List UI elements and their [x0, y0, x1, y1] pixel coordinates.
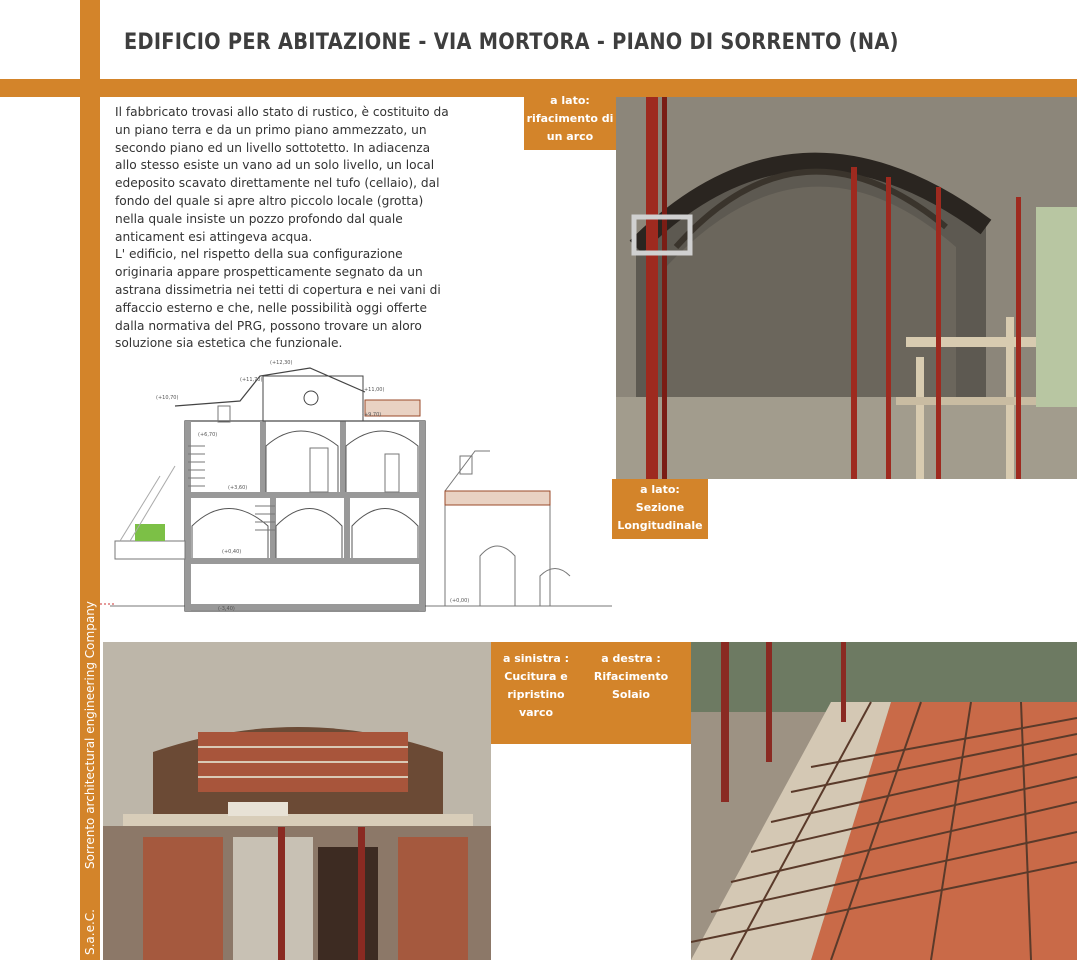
description-paragraph-2: L' edificio, nel rispetto della sua configurazione originaria appare prospetticamente segnato da un astrana dissimetria nei tetti di copertura e nei vani di affaccio esterno e che, nelle possibilità oggi offerte dalla normativa del PRG, possono trovare un aloro soluzione sia estetica che funzionale. — [115, 247, 441, 351]
caption-section-line-1: a lato: — [640, 483, 680, 496]
description-text — [115, 104, 455, 353]
level-label: (+10,70) — [156, 395, 179, 401]
level-label: (+11,00) — [362, 387, 385, 393]
level-label: (+11,70) — [240, 377, 263, 383]
caption-right-line-1: a destra : — [601, 652, 661, 665]
caption-arch-line-3: un arco — [546, 130, 594, 143]
level-label: (+0,00) — [450, 598, 470, 604]
caption-left-line-4: varco — [518, 706, 554, 719]
opening-repair-photo — [103, 642, 491, 960]
sidebar-brand: S.a.e.C. — [83, 909, 97, 955]
caption-left-line-1: a sinistra : — [502, 652, 570, 665]
caption-section-line-2: Sezione — [635, 501, 685, 514]
longitudinal-section-drawing — [100, 356, 616, 620]
caption-left-line-3: ripristino — [507, 688, 565, 701]
caption-section-line-3: Longitudinale — [617, 519, 703, 532]
level-label: (+9,70) — [362, 412, 382, 418]
caption-arch — [524, 90, 616, 150]
level-label: (-3,40) — [218, 606, 235, 612]
slab-reinforcement-photo — [691, 642, 1077, 960]
caption-section — [612, 479, 708, 539]
arch-reconstruction-photo — [616, 97, 1077, 479]
caption-arch-line-1: a lato: — [550, 94, 590, 107]
caption-block-bottom — [491, 642, 691, 744]
level-label: (+12,30) — [270, 360, 293, 366]
level-label: (+0,40) — [222, 549, 242, 555]
caption-right-line-3: Solaio — [611, 688, 650, 701]
caption-right — [583, 650, 679, 704]
level-label: (+3,60) — [228, 485, 248, 491]
caption-left — [491, 650, 581, 722]
description-paragraph-1: Il fabbricato trovasi allo stato di rustico, è costituito da un piano terra e da un primo piano ammezzato, un secondo piano ed un livello sottotetto. In adiacenza allo stesso esiste un vano ad un solo livello, un local edeposito scavato direttamente nel tufo (cellaio), dal fondo del quale si apre altro piccolo locale (grotta) nella quale insiste un pozzo profondo dal quale anticament esi attingeva acqua. — [115, 105, 449, 244]
caption-left-line-2: Cucitura e — [504, 670, 568, 683]
sidebar-company: Sorrento architectural engineering Company — [83, 601, 97, 869]
page-title: EDIFICIO PER ABITAZIONE - VIA MORTORA - PIANO DI SORRENTO (NA) — [124, 30, 899, 55]
level-label: (+6,70) — [198, 432, 218, 438]
caption-arch-line-2: rifacimento di — [526, 112, 614, 125]
caption-right-line-2: Rifacimento — [593, 670, 669, 683]
sidebar-vertical-text — [83, 601, 97, 955]
